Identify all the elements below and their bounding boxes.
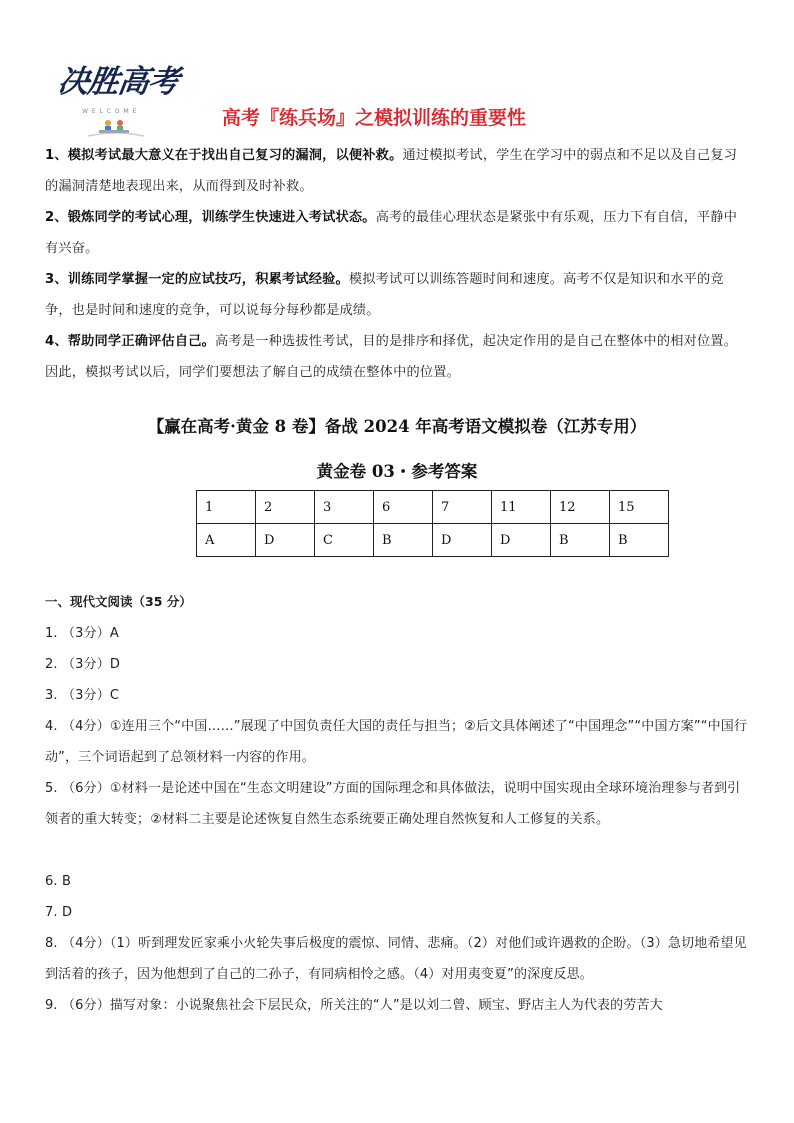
answer-item-5: 5. （6分）①材料一是论述中国在“生态文明建设”方面的国际理念和具体做法，说明中国实现由全球环境治理参与者到引领者的重大转变；②材料二主要是论述恢复自然生态系统要正确处理自然恢复和人工修复的关系。	[45, 781, 741, 827]
answer-row	[197, 524, 669, 557]
question-number: 11	[492, 491, 551, 524]
exam-heading: 【赢在高考·黄金 8 卷】备战 2024 年高考语文模拟卷（江苏专用）	[147, 417, 647, 436]
item-text: 高考是一种选拔性考试，目的是排序和择优，起决定作用的是自己在整体中的相对位置。因此，模拟考试以后，同学们要想法了解自己的成绩在整体中的位置。	[45, 334, 738, 380]
answer-cell: B	[374, 524, 433, 557]
page-title: 高考『练兵场』之模拟训练的重要性	[222, 107, 527, 129]
answer-item-9: 9. （6分）描写对象：小说聚焦社会下层民众，所关注的“人”是以刘二曾、顾宝、野店主人为代表的劳苦大	[45, 998, 663, 1013]
answer-item-3: 3. （3分）C	[45, 688, 120, 703]
question-number-row	[197, 491, 669, 524]
answer-cell: D	[433, 524, 492, 557]
logo	[55, 60, 182, 140]
question-number: 1	[197, 491, 256, 524]
answer-table	[196, 490, 669, 557]
importance-item-4	[45, 326, 750, 388]
question-number: 7	[433, 491, 492, 524]
item-text: 通过模拟考试，学生在学习中的弱点和不足以及自己复习的漏洞清楚地表现出来，从而得到及时补救。	[45, 148, 738, 194]
answer-item-8: 8. （4分）（1）听到理发匠家乘小火轮失事后极度的震惊、同情、悲痛。（2）对他们或许遇救的企盼。（3）急切地希望见到活着的孩子，因为他想到了自己的二孙子，有同病相怜之感。（4）对用夷变夏”的深度反思。	[45, 936, 747, 982]
question-number: 15	[610, 491, 669, 524]
question-number: 12	[551, 491, 610, 524]
answer-cell: D	[492, 524, 551, 557]
answer-key-heading: 黄金卷 03・参考答案	[316, 462, 478, 481]
answer-cell: A	[197, 524, 256, 557]
answer-cell: B	[551, 524, 610, 557]
importance-item-1	[45, 140, 750, 202]
answer-cell: D	[256, 524, 315, 557]
logo-subtext: W E L C O M E	[82, 108, 138, 115]
student-figures-icon	[86, 116, 146, 138]
item-bold-text: 模拟考试最大意义在于找出自己复习的漏洞，以便补救。	[67, 148, 403, 163]
answer-item-6: 6. B	[45, 874, 72, 889]
question-number: 6	[374, 491, 433, 524]
item-number: 2、	[45, 210, 68, 225]
item-text: 高考的最佳心理状态是紧张中有乐观，压力下有自信，平静中有兴奋。	[45, 210, 738, 256]
answer-item-1: 1. （3分）A	[45, 626, 119, 641]
answer-item-7: 7. D	[45, 905, 73, 920]
item-bold-text: 锻炼同学的考试心理，训练学生快速进入考试状态。	[67, 210, 376, 225]
item-bold-text: 训练同学掌握一定的应试技巧，积累考试经验。	[67, 272, 349, 287]
answer-cell: C	[315, 524, 374, 557]
importance-item-2	[45, 202, 750, 264]
importance-item-3	[45, 264, 750, 326]
answer-item-2: 2. （3分）D	[45, 657, 121, 672]
item-number: 3、	[45, 272, 68, 287]
question-number: 3	[315, 491, 374, 524]
answer-cell: B	[610, 524, 669, 557]
item-number: 1、	[45, 148, 68, 163]
section-title: 一、现代文阅读（35 分）	[45, 594, 192, 609]
item-text: 模拟考试可以训练答题时间和速度。高考不仅是知识和水平的竞争，也是时间和速度的竞争，可以说每分每秒都是成绩。	[45, 272, 724, 318]
logo-text: 决胜高考	[55, 64, 181, 100]
answer-item-4: 4. （4分）①连用三个“中国……”展现了中国负责任大国的责任与担当；②后文具体阐述了“中国理念”“中国方案”“中国行动”，三个词语起到了总领材料一内容的作用。	[45, 719, 748, 765]
question-number: 2	[256, 491, 315, 524]
item-bold-text: 帮助同学正确评估自己。	[67, 334, 216, 349]
item-number: 4、	[45, 334, 68, 349]
